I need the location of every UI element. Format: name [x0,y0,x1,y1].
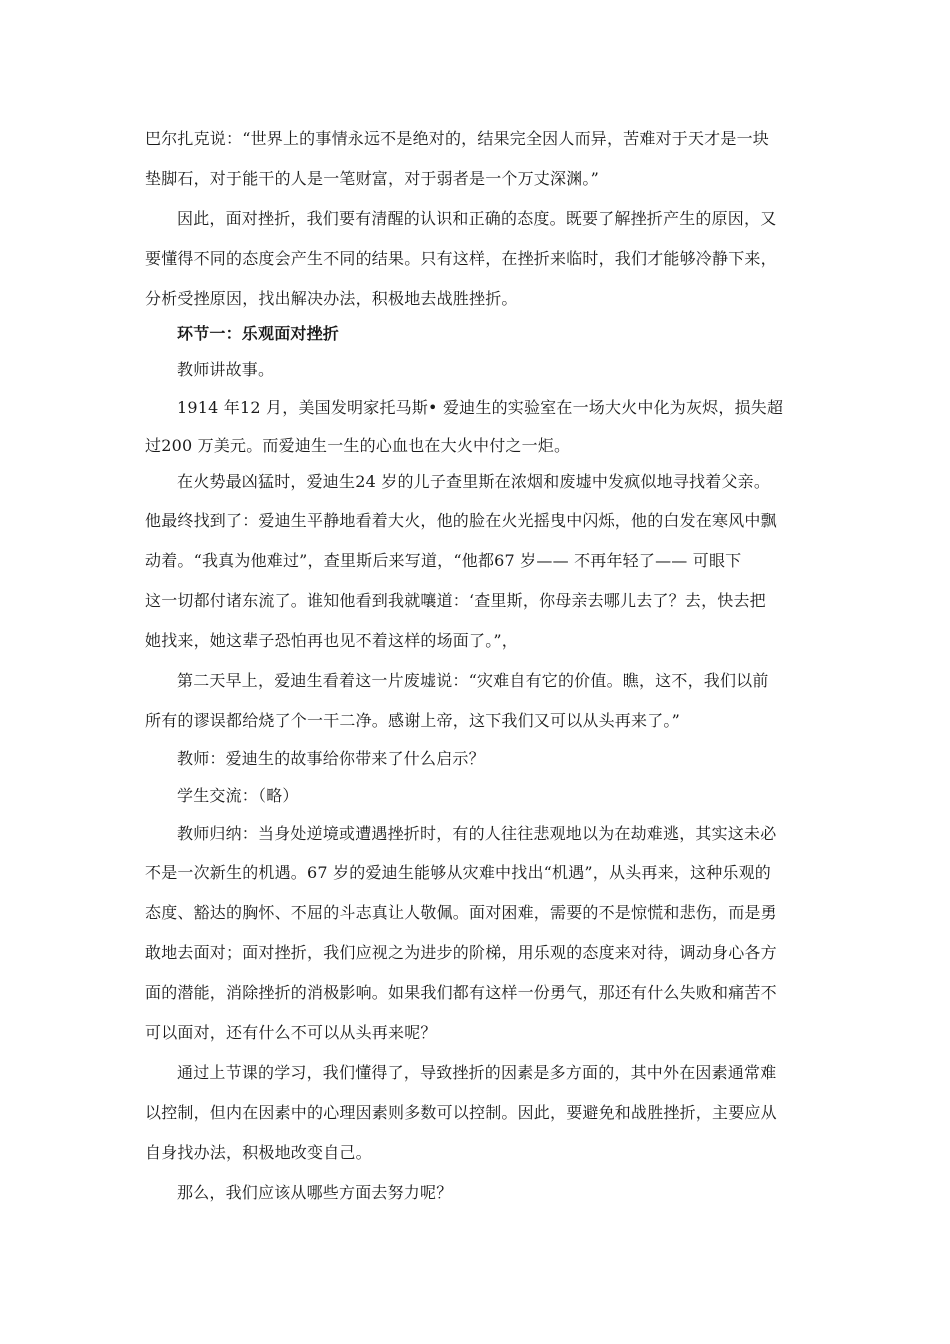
text-line: 学生交流：（略） [177,786,299,805]
text-line: 面的潜能，消除挫折的消极影响。如果我们都有这样一份勇气，那还有什么失败和痛苦不 [145,983,777,1002]
text-line: 1914 年12 月，美国发明家托马斯• 爱迪生的实验室在一场大火中化为灰烬，损失超 [177,398,784,417]
text-line: 敢地去面对；面对挫折，我们应视之为进步的阶梯，用乐观的态度来对待，调动身心各方 [145,943,777,962]
text-line: 她找来，她这辈子恐怕再也见不着这样的场面了。”， [145,631,518,650]
text-line: 那么，我们应该从哪些方面去努力呢？ [177,1183,453,1202]
text-line: 以控制，但内在因素中的心理因素则多数可以控制。因此，要避免和战胜挫折，主要应从 [145,1103,777,1122]
text-line: 他最终找到了：爱迪生平静地看着大火，他的脸在火光摇曳中闪烁，他的白发在寒风中飘 [145,511,777,530]
text-line: 过200 万美元。而爱迪生一生的心血也在大火中付之一炬。 [145,436,571,455]
text-line: 因此，面对挫折，我们要有清醒的认识和正确的态度。既要了解挫折产生的原因，又 [177,209,777,228]
text-line: 垫脚石，对于能干的人是一笔财富，对于弱者是一个万丈深渊。” [145,169,599,188]
text-line: 态度、豁达的胸怀、不屈的斗志真让人敬佩。面对困难，需要的不是惊慌和悲伤，而是勇 [145,903,777,922]
text-line: 教师归纳：当身处逆境或遭遇挫折时，有的人往往悲观地以为在劫难逃，其实这未必 [177,824,777,843]
text-line: 这一切都付诸东流了。谁知他看到我就嚷道：‘查里斯，你母亲去哪儿去了？去，快去把 [145,591,766,610]
text-line: 第二天早上，爱迪生看着这一片废墟说：“灾难自有它的价值。瞧，这不，我们以前 [177,671,769,690]
text-line: 在火势最凶猛时，爱迪生24 岁的儿子查里斯在浓烟和废墟中发疯似地寻找着父亲。 [177,472,771,491]
text-line: 通过上节课的学习，我们懂得了，导致挫折的因素是多方面的，其中外在因素通常难 [177,1063,777,1082]
text-line: 可以面对，还有什么不可以从头再来呢？ [145,1023,437,1042]
text-line: 巴尔扎克说：“世界上的事情永远不是绝对的，结果完全因人而异，苦难对于天才是一块 [145,129,769,148]
text-line: 教师：爱迪生的故事给你带来了什么启示？ [177,749,485,768]
text-line: 动着。“我真为他难过”，查里斯后来写道，“他都67 岁—— 不再年轻了—— 可眼下 [145,551,742,570]
text-line: 不是一次新生的机遇。67 岁的爱迪生能够从灾难中找出“机遇”，从头再来，这种乐观的 [145,863,772,882]
text-line: 自身找办法，积极地改变自己。 [145,1143,372,1162]
text-line: 所有的谬误都给烧了个一干二净。感谢上帝，这下我们又可以从头再来了。” [145,711,680,730]
text-line: 教师讲故事。 [177,360,275,379]
section-heading: 环节一：乐观面对挫折 [177,324,340,343]
text-line: 要懂得不同的态度会产生不同的结果。只有这样，在挫折来临时，我们才能够冷静下来， [145,249,777,268]
text-line: 分析受挫原因，找出解决办法，积极地去战胜挫折。 [145,289,518,308]
